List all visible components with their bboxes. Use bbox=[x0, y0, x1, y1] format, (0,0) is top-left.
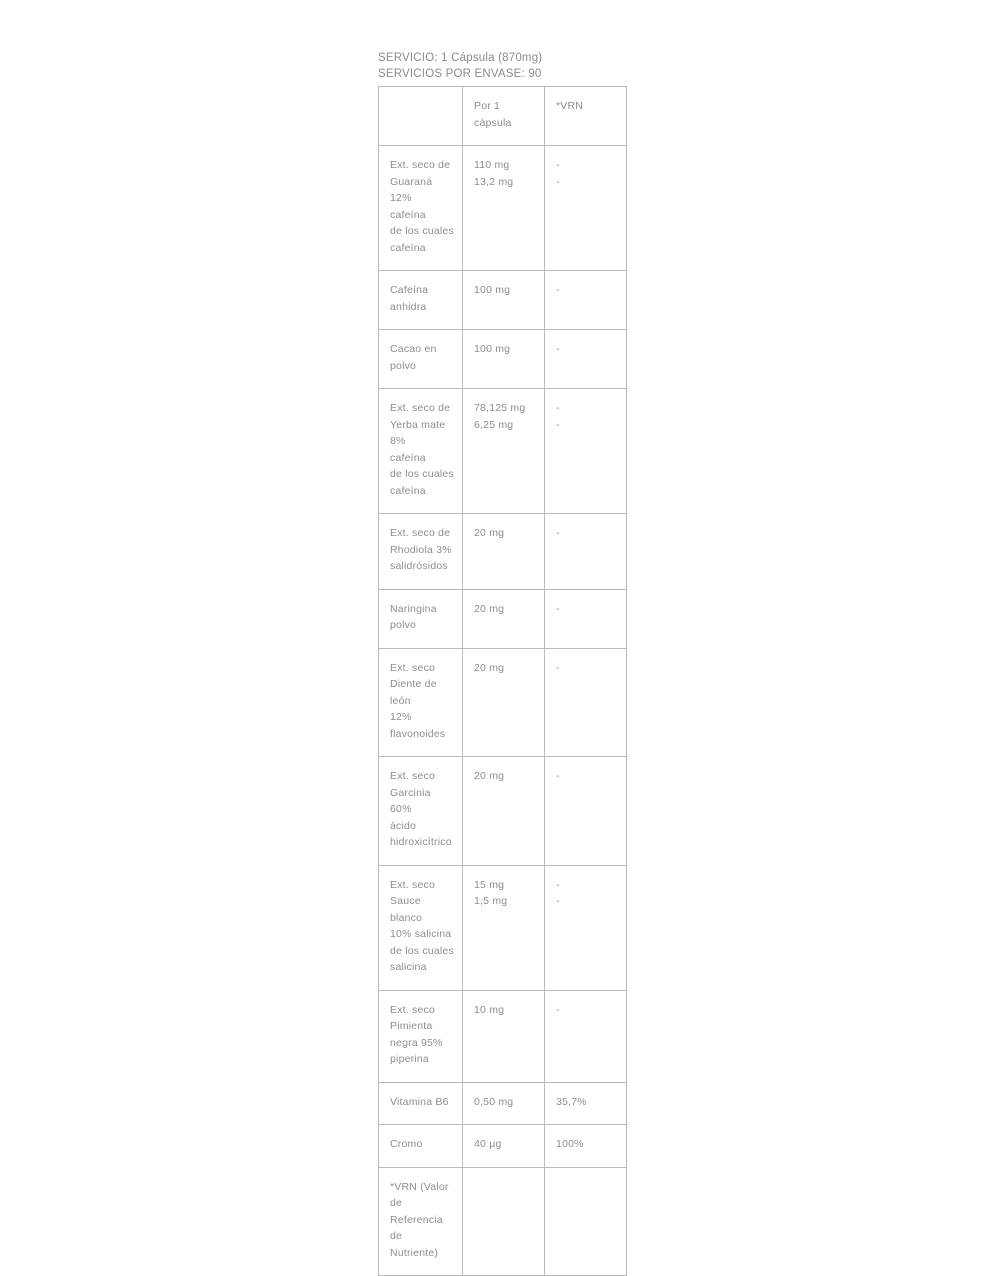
ingredient-vrn bbox=[545, 1082, 627, 1125]
ingredient-vrn-line: - bbox=[556, 602, 560, 615]
ingredient-amount bbox=[463, 330, 545, 389]
ingredient-name-line: 10% salicina bbox=[390, 928, 452, 940]
ingredient-name-line: de los cuales bbox=[390, 225, 454, 237]
ingredient-amount-line: 10 mg bbox=[474, 1003, 505, 1016]
ingredient-vrn-line: 35,7% bbox=[556, 1095, 587, 1108]
table-row bbox=[379, 389, 627, 514]
ingredient-name-line: piperina bbox=[390, 1053, 429, 1065]
ingredient-amount bbox=[463, 865, 545, 990]
table-header-cell-0 bbox=[379, 87, 463, 146]
servings-per-container-line: SERVICIOS POR ENVASE: 90 bbox=[378, 68, 542, 80]
ingredient-name-line: Ext. seco de bbox=[390, 527, 451, 539]
ingredient-amount-line: 40 µg bbox=[474, 1138, 502, 1150]
ingredient-vrn bbox=[545, 589, 627, 648]
ingredient-amount-line: 15 mg bbox=[474, 878, 505, 891]
table-header-cell-1 bbox=[463, 87, 545, 146]
footnote-empty-vrn bbox=[545, 1167, 627, 1276]
ingredient-name-line: Sauce blanco bbox=[390, 895, 423, 924]
ingredient-name-line: 12% bbox=[390, 711, 412, 723]
ingredient-vrn-line: - bbox=[556, 878, 560, 891]
ingredient-name-line: Yerba mate 8% bbox=[390, 418, 446, 447]
ingredient-vrn bbox=[545, 1125, 627, 1168]
ingredient-amount-line: 20 mg bbox=[474, 527, 505, 539]
ingredient-name-line: cafeína bbox=[390, 208, 426, 221]
ingredient-name-line: Cacao en polvo bbox=[390, 343, 437, 372]
table-header-row bbox=[379, 87, 627, 146]
ingredient-vrn-line: - bbox=[556, 159, 560, 171]
ingredient-vrn-line: 100% bbox=[556, 1138, 584, 1150]
nutrition-table bbox=[378, 86, 627, 1276]
table-row bbox=[379, 1082, 627, 1125]
ingredient-name-line: negra 95% bbox=[390, 1036, 443, 1049]
ingredient-vrn-line: - bbox=[556, 527, 560, 539]
ingredient-name-line: hidroxicítrico bbox=[390, 836, 452, 848]
ingredient-amount-line: 78,125 mg bbox=[474, 402, 526, 414]
ingredient-amount bbox=[463, 271, 545, 330]
ingredient-amount-line: 0,50 mg bbox=[474, 1095, 514, 1108]
vrn-footnote-line: Nutriente) bbox=[390, 1246, 439, 1259]
ingredient-name-line: flavonoides bbox=[390, 727, 446, 740]
ingredient-name-line: Garcinia 60% bbox=[390, 786, 431, 815]
serving-info bbox=[378, 50, 628, 82]
table-row bbox=[379, 589, 627, 648]
ingredient-name-line: salidrósidos bbox=[390, 560, 448, 572]
ingredient-name bbox=[379, 648, 463, 757]
ingredient-amount bbox=[463, 589, 545, 648]
ingredient-name-line: Diente de león bbox=[390, 678, 437, 707]
table-row bbox=[379, 1125, 627, 1168]
ingredient-amount-line: 20 mg bbox=[474, 602, 505, 615]
ingredient-vrn bbox=[545, 865, 627, 990]
ingredient-name bbox=[379, 1125, 463, 1168]
table-header-cell-1-line: Por 1 bbox=[474, 100, 501, 112]
ingredient-amount bbox=[463, 648, 545, 757]
table-row bbox=[379, 990, 627, 1082]
footnote-empty-amount bbox=[463, 1167, 545, 1276]
ingredient-vrn bbox=[545, 990, 627, 1082]
table-header-cell-1-line: cápsula bbox=[474, 116, 512, 129]
ingredient-name-line: cafeína bbox=[390, 451, 426, 464]
serving-size-line: SERVICIO: 1 Cápsula (870mg) bbox=[378, 52, 543, 64]
ingredient-vrn bbox=[545, 146, 627, 271]
ingredient-vrn bbox=[545, 271, 627, 330]
table-row bbox=[379, 757, 627, 866]
table-row bbox=[379, 514, 627, 590]
ingredient-amount bbox=[463, 146, 545, 271]
ingredient-name bbox=[379, 271, 463, 330]
ingredient-amount bbox=[463, 990, 545, 1082]
ingredient-amount-line: 100 mg bbox=[474, 284, 511, 296]
ingredient-vrn-line: - bbox=[556, 418, 560, 431]
ingredient-name-line: polvo bbox=[390, 619, 417, 631]
ingredient-name bbox=[379, 990, 463, 1082]
ingredient-vrn bbox=[545, 648, 627, 757]
ingredient-name bbox=[379, 757, 463, 866]
ingredient-vrn bbox=[545, 514, 627, 590]
ingredient-vrn-line: - bbox=[556, 284, 560, 296]
table-row bbox=[379, 330, 627, 389]
ingredient-vrn bbox=[545, 330, 627, 389]
ingredient-amount bbox=[463, 514, 545, 590]
ingredient-vrn-line: - bbox=[556, 402, 560, 414]
ingredient-name-line: Cafeína bbox=[390, 284, 429, 296]
ingredient-amount bbox=[463, 1125, 545, 1168]
ingredient-name bbox=[379, 514, 463, 590]
ingredient-amount-line: 20 mg bbox=[474, 661, 505, 674]
ingredient-name-line: Guaraná 12% bbox=[390, 175, 433, 204]
ingredient-name bbox=[379, 589, 463, 648]
ingredient-vrn-line: - bbox=[556, 661, 560, 674]
vrn-footnote bbox=[379, 1167, 463, 1276]
ingredient-name bbox=[379, 146, 463, 271]
ingredient-name-line: salicina bbox=[390, 961, 427, 973]
ingredient-name bbox=[379, 1082, 463, 1125]
ingredient-name-line: Cromo bbox=[390, 1138, 423, 1150]
table-row bbox=[379, 146, 627, 271]
ingredient-name-line: Ext. seco bbox=[390, 1003, 435, 1016]
ingredient-name bbox=[379, 865, 463, 990]
ingredient-name-line: de los cuales bbox=[390, 944, 454, 957]
ingredient-name-line: cafeína bbox=[390, 241, 426, 254]
ingredient-name bbox=[379, 389, 463, 514]
ingredient-amount bbox=[463, 389, 545, 514]
ingredient-vrn-line: - bbox=[556, 770, 560, 782]
table-row bbox=[379, 648, 627, 757]
ingredient-amount-line: 20 mg bbox=[474, 770, 505, 782]
ingredient-vrn bbox=[545, 389, 627, 514]
vrn-footnote-line: *VRN (Valor de bbox=[390, 1180, 449, 1209]
ingredient-amount-line: 100 mg bbox=[474, 343, 511, 355]
ingredient-vrn bbox=[545, 757, 627, 866]
ingredient-amount-line: 1,5 mg bbox=[474, 895, 508, 907]
ingredient-amount bbox=[463, 1082, 545, 1125]
ingredient-name-line: Ext. seco bbox=[390, 878, 435, 891]
table-row bbox=[379, 271, 627, 330]
ingredient-name-line: cafeína bbox=[390, 484, 426, 497]
ingredient-name-line: anhidra bbox=[390, 300, 427, 313]
ingredient-vrn-line: - bbox=[556, 1003, 560, 1016]
ingredient-vrn-line: - bbox=[556, 343, 560, 355]
ingredient-amount-line: 6,25 mg bbox=[474, 418, 514, 431]
ingredient-name-line: Naringina bbox=[390, 602, 437, 615]
ingredient-name-line: Pimienta bbox=[390, 1020, 433, 1032]
ingredient-amount bbox=[463, 757, 545, 866]
ingredient-vrn-line: - bbox=[556, 175, 560, 188]
ingredient-amount-line: 13,2 mg bbox=[474, 175, 514, 188]
table-header-cell-2: *VRN bbox=[545, 87, 627, 146]
ingredient-name-line: ácido bbox=[390, 819, 417, 832]
ingredient-amount-line: 110 mg bbox=[474, 159, 510, 171]
vrn-footnote-line: Referencia de bbox=[390, 1213, 443, 1242]
table-footnote-row bbox=[379, 1167, 627, 1276]
ingredient-name-line: Ext. seco de bbox=[390, 159, 451, 171]
ingredient-vrn-line: - bbox=[556, 895, 560, 907]
ingredient-name-line: Ext. seco de bbox=[390, 402, 451, 414]
ingredient-name-line: Ext. seco bbox=[390, 661, 435, 674]
ingredient-name-line: de los cuales bbox=[390, 468, 454, 480]
ingredient-name bbox=[379, 330, 463, 389]
table-row bbox=[379, 865, 627, 990]
ingredient-name-line: Ext. seco bbox=[390, 770, 435, 782]
ingredient-name-line: Vitamina B6 bbox=[390, 1095, 449, 1108]
ingredient-name-line: Rhodiola 3% bbox=[390, 543, 452, 556]
